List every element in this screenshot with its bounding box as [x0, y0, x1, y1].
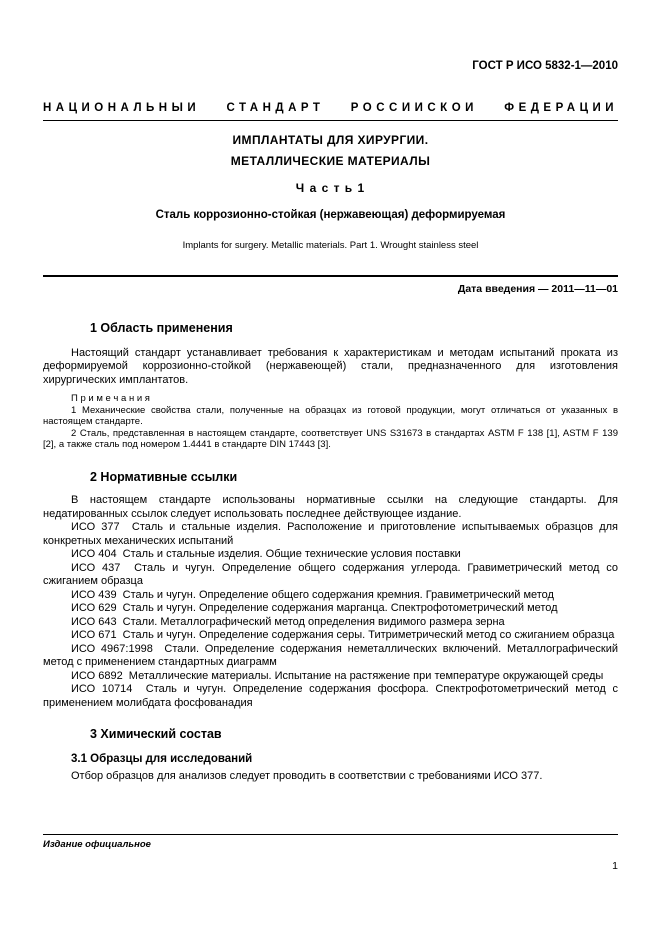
official-edition-label: Издание официальное	[43, 839, 151, 850]
reference-item: ИСО 439 Сталь и чугун. Определение общего содержания кремния. Гравиметрический метод	[71, 588, 554, 601]
title-line2: МЕТАЛЛИЧЕСКИЕ МАТЕРИАЛЫ	[230, 153, 431, 168]
notes-heading: П р и м е ч а н и я	[71, 393, 150, 404]
section3-heading: 3 Химический состав	[90, 727, 222, 741]
subtitle-ru: Сталь коррозионно-стойкая (нержавеющая) деформируемая	[155, 208, 506, 221]
effective-date: Дата введения — 2011—11—01	[457, 282, 618, 295]
note-2: 2 Сталь, представленная в настоящем стандарте, соответствует UNS S31673 в стандартах ASTM F 138 [1], ASTM F 139 [2], а также сталь под номером 1.4441 в стандарте DIN 17443 [3].	[43, 427, 618, 450]
reference-item: ИСО 643 Стали. Металлографический метод определения видимого размера зерна	[71, 615, 505, 628]
reference-item: ИСО 437 Сталь и чугун. Определение общего содержания углерода. Гравиметрический метод со сжиганием образца	[43, 561, 618, 587]
subtitle-en: Implants for surgery. Metallic materials. Part 1. Wrought stainless steel	[182, 240, 479, 251]
reference-item: ИСО 10714 Сталь и чугун. Определение содержания фосфора. Спектрофотометрический метод с применением молибдата фосфованадия	[43, 683, 618, 709]
footer-divider	[43, 834, 618, 835]
section2-heading: 2 Нормативные ссылки	[90, 469, 238, 484]
doc-code: ГОСТ Р ИСО 5832-1—2010	[472, 60, 618, 72]
section1-paragraph: Настоящий стандарт устанавливает требования к характеристикам и методам испытаний проката из деформируемой коррозионно-стойкой (нержавеющей) стали, предназначенного для изготовления хирургических имплантатов.	[43, 346, 618, 386]
reference-item: ИСО 404 Сталь и стальные изделия. Общие технические условия поставки	[71, 548, 461, 560]
section3-subheading: 3.1 Образцы для исследований	[71, 752, 253, 765]
reference-item: ИСО 4967:1998 Стали. Определение содержания неметаллических включений. Металлографический метод с применением стандартных диаграмм	[43, 642, 618, 668]
page-number: 1	[612, 859, 618, 872]
reference-item: ИСО 629 Сталь и чугун. Определение содержания марганца. Спектрофотометрический метод	[71, 602, 558, 614]
page-footer	[43, 834, 618, 873]
section3-paragraph: Отбор образцов для анализов следует проводить в соответствии с требованиями ИСО 377.	[71, 770, 543, 782]
note-1: 1 Механические свойства стали, полученные на образцах из готовой продукции, могут отличаться от указанных в настоящем стандарте.	[43, 404, 618, 427]
part-label: Ч а с т ь 1	[295, 181, 366, 195]
reference-item: ИСО 6892 Металлические материалы. Испытание на растяжение при температуре окружающей среды	[71, 669, 604, 682]
header-divider	[43, 120, 618, 121]
title-divider	[43, 275, 618, 277]
federation-heading: НАЦИОНАЛЬНЫЙ СТАНДАРТ РОССИЙСКОЙ ФЕДЕРАЦИИ	[43, 101, 618, 114]
reference-item: ИСО 671 Сталь и чугун. Определение содержания серы. Титриметрический метод со сжиганием образца	[71, 629, 615, 641]
reference-item: ИСО 377 Сталь и стальные изделия. Расположение и приготовление испытываемых образцов для конкретных механических испытаний	[43, 521, 618, 547]
section2-paragraph: В настоящем стандарте использованы нормативные ссылки на следующие стандарты. Для недатированных ссылок следует использовать последнее действующее издание.	[43, 494, 618, 520]
section1-heading: 1 Область применения	[90, 321, 233, 335]
title-line1: ИМПЛАНТАТЫ ДЛЯ ХИРУРГИИ.	[232, 133, 429, 147]
